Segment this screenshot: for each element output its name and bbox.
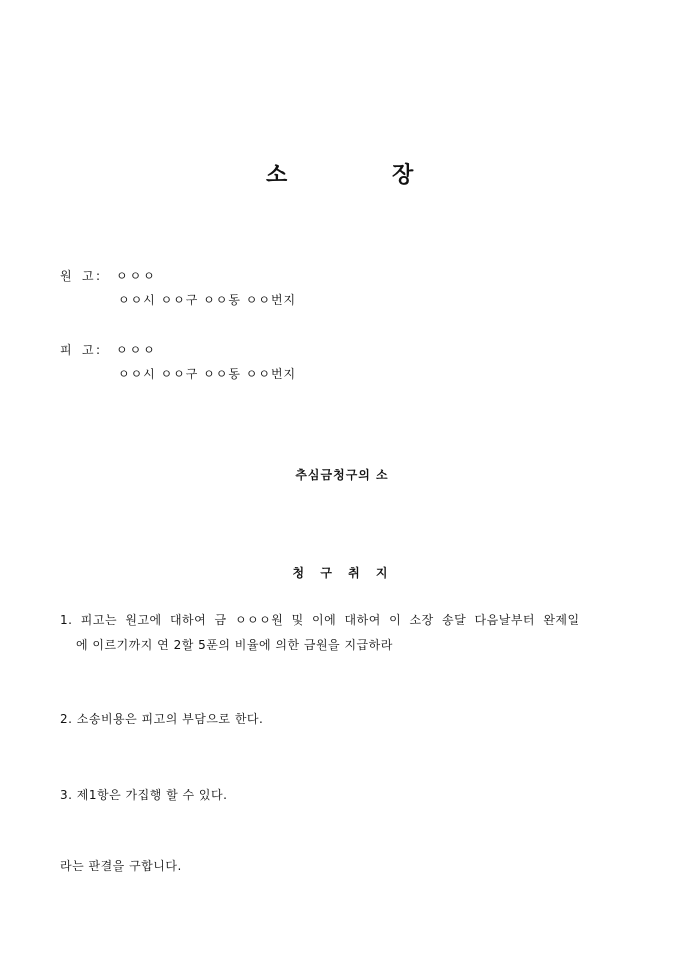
title-char-2: 장 <box>392 162 414 188</box>
claim-item-2-number: 2. <box>60 712 73 726</box>
plaintiff-colon: : <box>96 269 101 283</box>
plaintiff-name: ㅇㅇㅇ <box>116 269 157 283</box>
claim-item-1-number: 1. <box>60 613 73 627</box>
plaintiff-role-char-2: 고 <box>82 269 94 283</box>
claim-item-1-line-1 <box>60 608 630 633</box>
defendant-address: ㅇㅇ시 ㅇㅇ구 ㅇㅇ동 ㅇㅇ번지 <box>118 367 297 381</box>
claim-item-1-text-1: 피고는 원고에 대하여 금 ㅇㅇㅇ원 및 이에 대하여 이 소장 송달 다음날부터 완제일 <box>80 613 580 627</box>
claim-item-1-line-2: 에 이르기까지 연 2할 5푼의 비율에 의한 금원을 지급하라 <box>76 638 393 652</box>
claim-item-1 <box>60 608 630 658</box>
plaintiff-block <box>60 268 297 307</box>
plaintiff-address: ㅇㅇ시 ㅇㅇ구 ㅇㅇ동 ㅇㅇ번지 <box>118 293 297 307</box>
claim-item-2 <box>60 707 630 732</box>
case-name-text: 추심금청구의 소 <box>295 468 389 482</box>
defendant-colon: : <box>96 343 101 357</box>
closing-statement: 라는 판결을 구합니다. <box>60 859 182 873</box>
defendant-name: ㅇㅇㅇ <box>116 343 157 357</box>
plaintiff-role-char-1: 원 <box>60 269 72 283</box>
claim-item-3 <box>60 783 630 808</box>
plaintiff-role-label <box>60 268 116 284</box>
title-char-1: 소 <box>266 162 288 188</box>
defendant-block <box>60 342 297 381</box>
defendant-role-label <box>60 342 116 358</box>
claim-item-2-text: 소송비용은 피고의 부담으로 한다. <box>76 712 264 726</box>
defendant-role-char-2: 고 <box>82 343 94 357</box>
defendant-role-char-1: 피 <box>60 343 72 357</box>
claim-heading: 청 구 취 지 <box>292 566 388 580</box>
case-name <box>0 466 680 483</box>
claim-item-3-text: 제1항은 가집행 할 수 있다. <box>76 788 228 802</box>
claim-item-3-number: 3. <box>60 788 73 802</box>
